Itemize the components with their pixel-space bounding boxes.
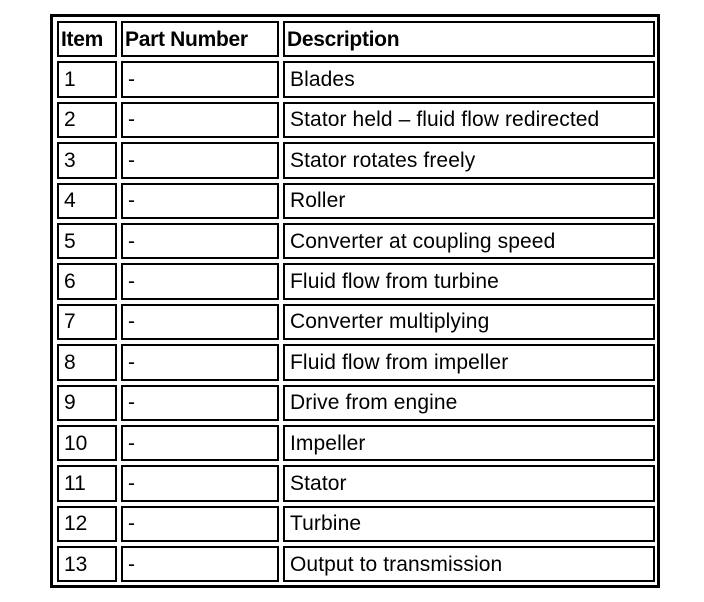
column-header-description: Description — [283, 21, 655, 57]
cell-part-number: - — [121, 183, 279, 219]
cell-item: 13 — [57, 546, 117, 582]
table-row — [57, 465, 655, 501]
cell-part-number: - — [121, 263, 279, 299]
table-header-row — [57, 21, 655, 57]
table-row — [57, 385, 655, 421]
cell-item: 2 — [57, 102, 117, 138]
cell-description: Stator rotates freely — [283, 142, 655, 178]
table-row — [57, 183, 655, 219]
cell-description: Fluid flow from impeller — [283, 344, 655, 380]
cell-item: 11 — [57, 465, 117, 501]
cell-part-number: - — [121, 385, 279, 421]
column-header-part-number: Part Number — [121, 21, 279, 57]
parts-table-frame — [50, 14, 660, 588]
cell-part-number: - — [121, 344, 279, 380]
cell-description: Turbine — [283, 506, 655, 542]
cell-part-number: - — [121, 465, 279, 501]
table-row — [57, 61, 655, 97]
cell-description: Roller — [283, 183, 655, 219]
cell-part-number: - — [121, 546, 279, 582]
cell-item: 12 — [57, 506, 117, 542]
cell-item: 8 — [57, 344, 117, 380]
cell-part-number: - — [121, 506, 279, 542]
cell-item: 3 — [57, 142, 117, 178]
cell-item: 4 — [57, 183, 117, 219]
cell-part-number: - — [121, 142, 279, 178]
cell-description: Stator — [283, 465, 655, 501]
cell-part-number: - — [121, 425, 279, 461]
cell-description: Blades — [283, 61, 655, 97]
cell-description: Stator held – fluid flow redirected — [283, 102, 655, 138]
cell-description: Converter at coupling speed — [283, 223, 655, 259]
cell-description: Fluid flow from turbine — [283, 263, 655, 299]
cell-description: Output to transmission — [283, 546, 655, 582]
table-row — [57, 142, 655, 178]
table-row — [57, 425, 655, 461]
table-row — [57, 506, 655, 542]
table-row — [57, 223, 655, 259]
table-row — [57, 263, 655, 299]
table-row — [57, 344, 655, 380]
cell-description: Converter multiplying — [283, 304, 655, 340]
parts-table — [53, 17, 659, 586]
cell-item: 9 — [57, 385, 117, 421]
column-header-item: Item — [57, 21, 117, 57]
cell-item: 6 — [57, 263, 117, 299]
cell-item: 7 — [57, 304, 117, 340]
cell-item: 1 — [57, 61, 117, 97]
cell-description: Drive from engine — [283, 385, 655, 421]
cell-part-number: - — [121, 304, 279, 340]
cell-part-number: - — [121, 223, 279, 259]
cell-part-number: - — [121, 102, 279, 138]
table-row — [57, 304, 655, 340]
cell-description: Impeller — [283, 425, 655, 461]
table-row — [57, 102, 655, 138]
cell-item: 5 — [57, 223, 117, 259]
cell-part-number: - — [121, 61, 279, 97]
table-body — [57, 61, 655, 582]
cell-item: 10 — [57, 425, 117, 461]
table-row — [57, 546, 655, 582]
